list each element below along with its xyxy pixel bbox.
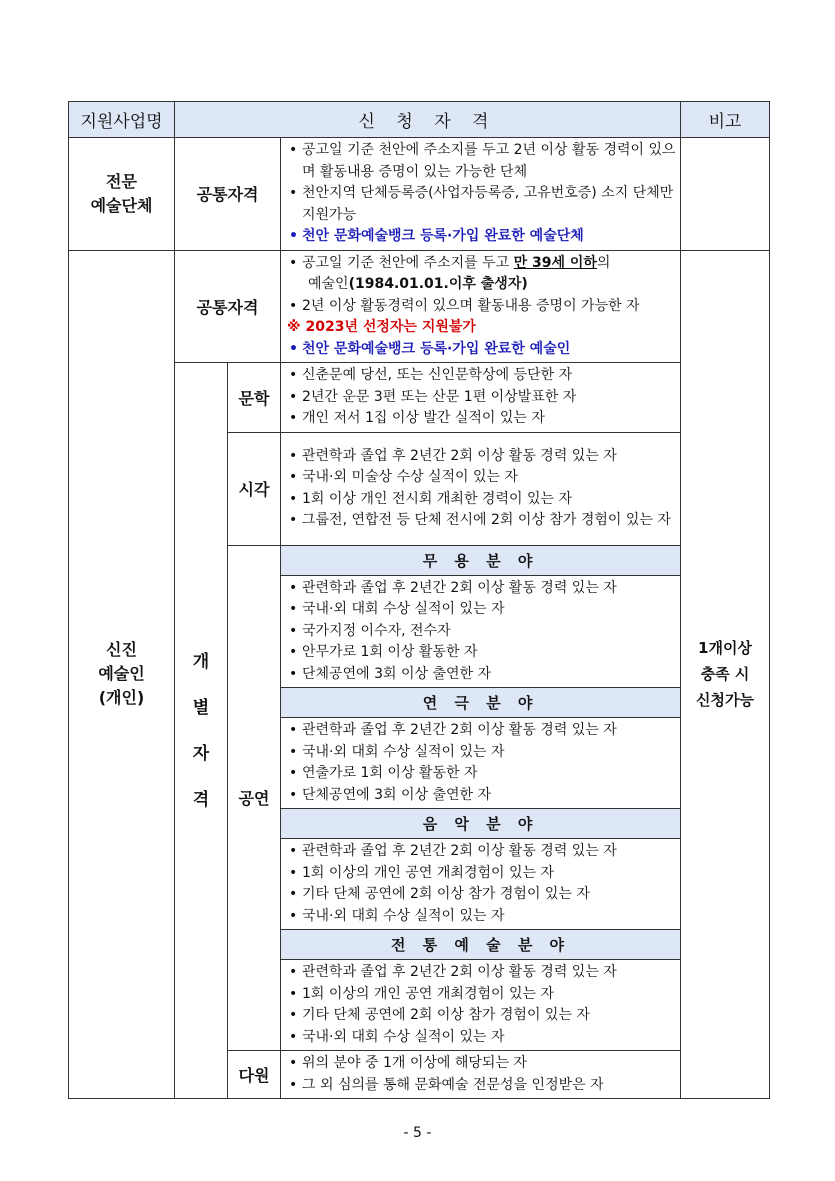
- pro-common-label: 공통자격: [175, 138, 281, 251]
- perf-label: 공연: [228, 545, 281, 1051]
- dance-title: 무 용 분 야: [281, 545, 681, 575]
- header-remarks: 비고: [681, 102, 770, 138]
- theater-title: 연 극 분 야: [281, 688, 681, 718]
- list-item: • 국내·외 미술상 수상 실적이 있는 자: [287, 467, 676, 489]
- multi-label: 다원: [228, 1051, 281, 1099]
- list-item: • 관련학과 졸업 후 2년간 2회 이상 활동 경력 있는 자: [287, 578, 676, 600]
- multi-criteria: [281, 1051, 681, 1099]
- header-program: 지원사업명: [69, 102, 175, 138]
- list-item: • 국내·외 대회 수상 실적이 있는 자: [287, 599, 676, 621]
- header-qualification: 신 청 자 격: [175, 102, 681, 138]
- vis-criteria: [281, 432, 681, 545]
- dance-criteria: [281, 575, 681, 688]
- list-item: • 안무가로 1회 이상 활동한 자: [287, 642, 676, 664]
- list-item: • 기타 단체 공연에 2회 이상 참가 경험이 있는 자: [287, 884, 676, 906]
- list-item: • 1회 이상 개인 전시회 개최한 경력이 있는 자: [287, 489, 676, 511]
- list-item: • 천안지역 단체등록증(사업자등록증, 고유번호증) 소지 단체만 지원가능: [287, 183, 676, 226]
- list-item: • 기타 단체 공연에 2회 이상 참가 경험이 있는 자: [287, 1005, 676, 1027]
- list-item: • 관련학과 졸업 후 2년간 2회 이상 활동 경력 있는 자: [287, 720, 676, 742]
- lit-criteria: [281, 363, 681, 433]
- list-item: • 국내·외 대회 수상 실적이 있는 자: [287, 1027, 676, 1049]
- lit-label: 문학: [228, 363, 281, 433]
- list-item: • 1회 이상의 개인 공연 개최경험이 있는 자: [287, 863, 676, 885]
- list-item: • 관련학과 졸업 후 2년간 2회 이상 활동 경력 있는 자: [287, 962, 676, 984]
- list-item: • 천안 문화예술뱅크 등록·가입 완료한 예술인: [287, 339, 676, 361]
- list-item: • 연출가로 1회 이상 활동한 자: [287, 763, 676, 785]
- vis-label: 시각: [228, 432, 281, 545]
- list-item: • 2년간 운문 3편 또는 산문 1편 이상발표한 자: [287, 387, 676, 409]
- pro-common-criteria: [281, 138, 681, 251]
- pro-remarks: [681, 138, 770, 251]
- list-item: • 천안 문화예술뱅크 등록·가입 완료한 예술단체: [287, 226, 676, 248]
- lit-row: [69, 363, 770, 433]
- list-item: • 공고일 기준 천안에 주소지를 두고 2년 이상 활동 경력이 있으며 활동내용 증명이 있는 가능한 단체: [287, 140, 676, 183]
- notice-line: ※ 2023년 선정자는 지원불가: [287, 319, 476, 335]
- new-common-label: 공통자격: [175, 250, 281, 363]
- eligibility-table: [68, 101, 770, 1099]
- header-row: [69, 102, 770, 138]
- list-item: • 단체공연에 3회 이상 출연한 자: [287, 785, 676, 807]
- list-item: • 2년 이상 활동경력이 있으며 활동내용 증명이 가능한 자: [287, 296, 676, 318]
- list-item: • 공고일 기준 천안에 주소지를 두고 만 39세 이하의: [287, 253, 676, 275]
- list-item: • 신춘문예 당선, 또는 신인문학상에 등단한 자: [287, 365, 676, 387]
- pro-program-name: 전문 예술단체: [69, 138, 175, 251]
- list-item: • 위의 분야 중 1개 이상에 해당되는 자: [287, 1053, 676, 1075]
- new-common-criteria: [281, 250, 681, 363]
- new-common-row: [69, 250, 770, 363]
- new-remarks: 1개이상 충족 시 신청가능: [681, 250, 770, 1099]
- music-title: 음 악 분 야: [281, 809, 681, 839]
- list-item: • 그룹전, 연합전 등 단체 전시에 2회 이상 참가 경험이 있는 자: [287, 510, 676, 532]
- new-program-name: 신진 예술인 (개인): [69, 250, 175, 1099]
- list-item: • 1회 이상의 개인 공연 개최경험이 있는 자: [287, 984, 676, 1006]
- list-item: • 관련학과 졸업 후 2년간 2회 이상 활동 경력 있는 자: [287, 841, 676, 863]
- list-item: • 국내·외 대회 수상 실적이 있는 자: [287, 742, 676, 764]
- page-number: - 5 -: [403, 1125, 432, 1141]
- individual-label: 개 별 자 격: [175, 363, 228, 1099]
- list-item: • 개인 저서 1집 이상 발간 실적이 있는 자: [287, 408, 676, 430]
- trad-criteria: [281, 960, 681, 1051]
- theater-criteria: [281, 718, 681, 809]
- list-item: • 그 외 심의를 통해 문화예술 전문성을 인정받은 자: [287, 1075, 676, 1097]
- trad-title: 전 통 예 술 분 야: [281, 930, 681, 960]
- list-item: • 단체공연에 3회 이상 출연한 자: [287, 664, 676, 686]
- list-item: • 국가지정 이수자, 전수자: [287, 621, 676, 643]
- list-item-cont: 예술인(1984.01.01.이후 출생자): [308, 276, 528, 292]
- music-criteria: [281, 839, 681, 930]
- pro-row: [69, 138, 770, 251]
- list-item: • 국내·외 대회 수상 실적이 있는 자: [287, 906, 676, 928]
- list-item: • 관련학과 졸업 후 2년간 2회 이상 활동 경력 있는 자: [287, 446, 676, 468]
